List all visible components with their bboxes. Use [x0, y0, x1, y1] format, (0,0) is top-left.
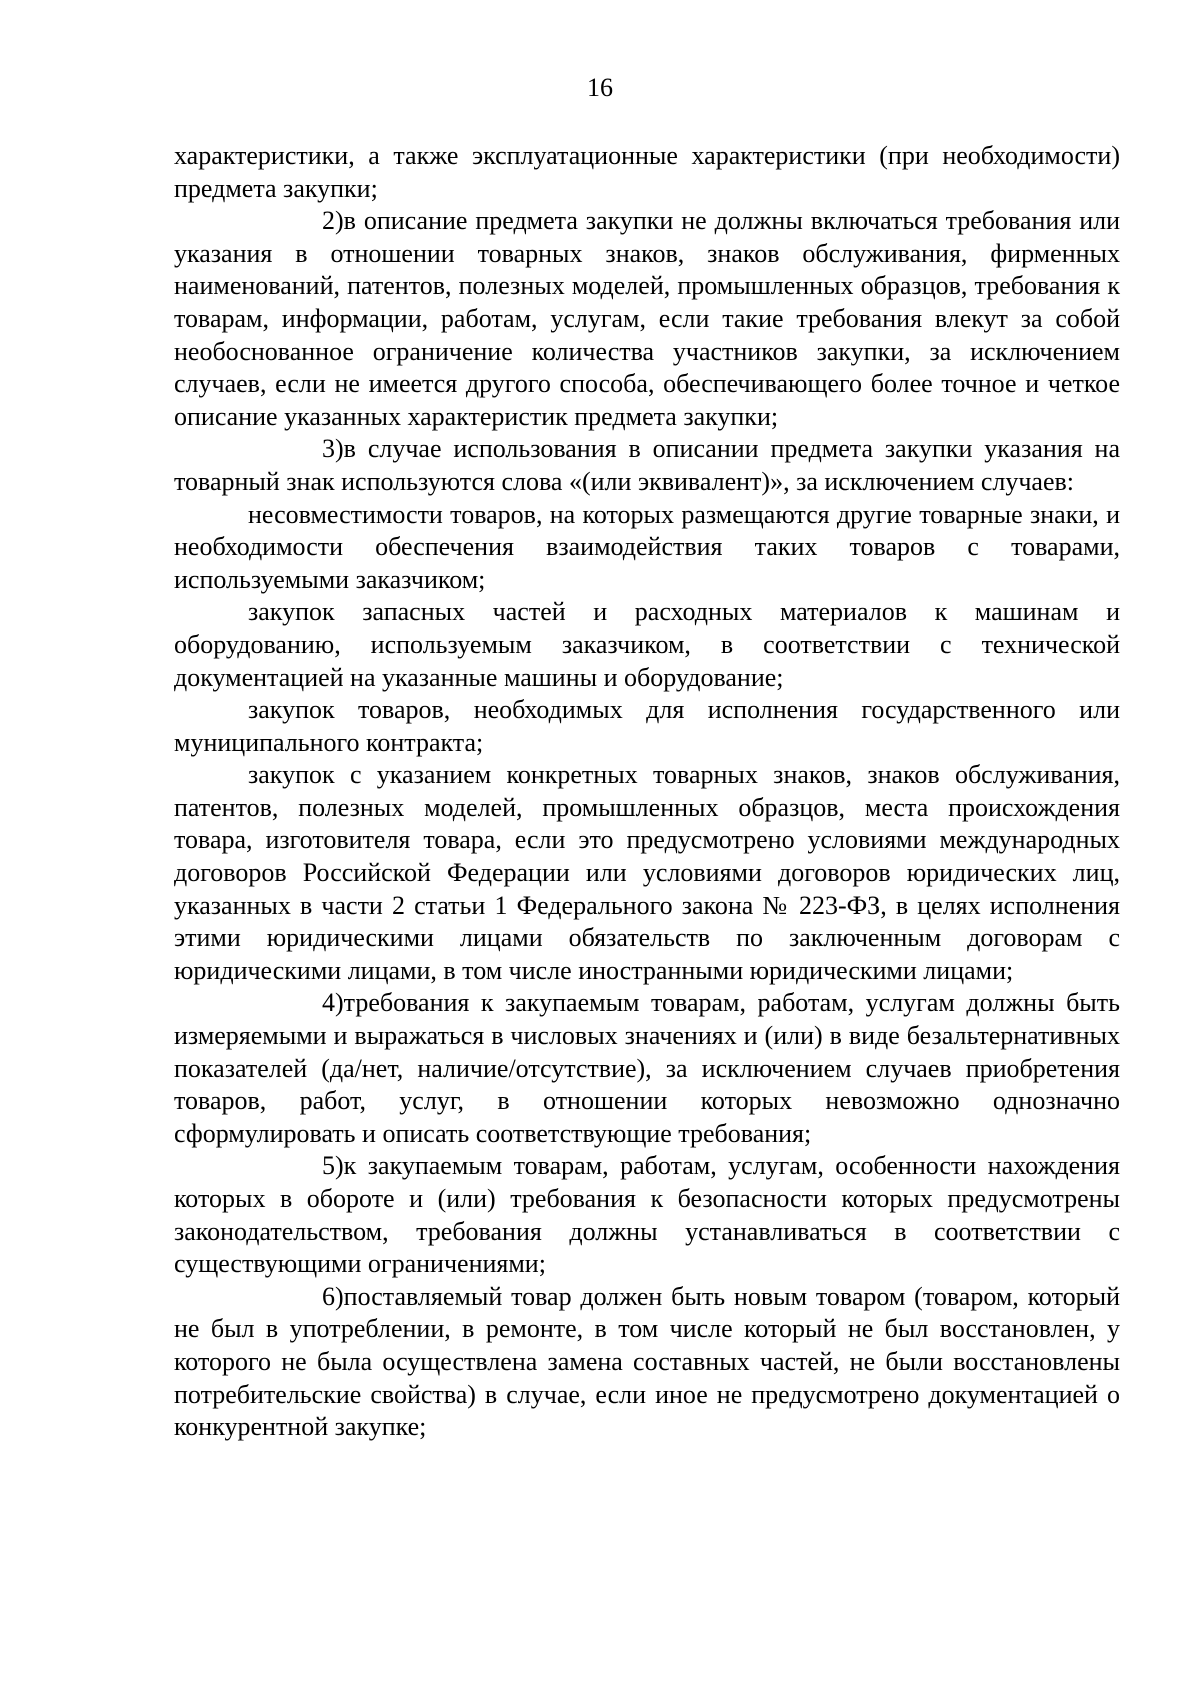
- paragraph-text: закупок с указанием конкретных товарных знаков, знаков обслуживания, патентов, полезных моделей, промышленных образцов, места происхождения товара, изготовителя товара, если это предусмотрено условиями международных договоров Российской Федерации или условиями договоров юридических лиц, указанных в части 2 статьи 1 Федерального закона № 223-ФЗ, в целях исполнения этими юридическими лицами обязательств по заключенным договорам с юридическими лицами, в том числе иностранными юридическими лицами;: [174, 760, 1120, 985]
- paragraph-continuation: [174, 140, 1120, 205]
- sub-clause-specific-trademarks: [174, 759, 1120, 987]
- list-item-5: [174, 1150, 1120, 1280]
- sub-clause-incompatibility: [174, 499, 1120, 597]
- paragraph-text: закупок товаров, необходимых для исполнения государственного или муниципального контракта;: [174, 695, 1120, 757]
- paragraph-text: в описание предмета закупки не должны включаться требования или указания в отношении товарных знаков, знаков обслуживания, фирменных наименований, патентов, полезных моделей, промышленных образцов, требования к товарам, информации, работам, услугам, если такие требования влекут за собой необоснованное ограничение количества участников закупки, за исключением случаев, если не имеется другого способа, обеспечивающего более точное и четкое описание указанных характеристик предмета закупки;: [174, 206, 1120, 431]
- list-item-number: 6): [322, 1281, 344, 1311]
- list-item-number: 4): [322, 988, 344, 1018]
- page-number: 16: [587, 73, 613, 102]
- sub-clause-contract-goods: [174, 694, 1120, 759]
- paragraph-text: в случае использования в описании предмета закупки указания на товарный знак используются слова «(или эквивалент)», за исключением случаев:: [174, 434, 1120, 496]
- list-item-2: [174, 205, 1120, 433]
- list-item-number: 2): [322, 206, 344, 236]
- sub-clause-spare-parts: [174, 596, 1120, 694]
- paragraph-text: к закупаемым товарам, работам, услугам, особенности нахождения которых в обороте и (или) требования к безопасности которых предусмотрены законодательством, требования должны устанавливаться в соответствии с существующими ограничениями;: [174, 1151, 1120, 1279]
- paragraph-text: характеристики, а также эксплуатационные характеристики (при необходимости) предмета закупки;: [174, 141, 1120, 203]
- paragraph-text: закупок запасных частей и расходных материалов к машинам и оборудованию, используемым заказчиком, в соответствии с технической документацией на указанные машины и оборудование;: [174, 597, 1120, 692]
- list-item-number: 5): [322, 1151, 344, 1181]
- paragraph-text: несовместимости товаров, на которых размещаются другие товарные знаки, и необходимости обеспечения взаимодействия таких товаров с товарами, используемыми заказчиком;: [174, 499, 1120, 594]
- list-item-3: [174, 433, 1120, 498]
- list-item-number: 3): [322, 434, 344, 464]
- list-item-4: [174, 987, 1120, 1150]
- paragraph-text: требования к закупаемым товарам, работам, услугам должны быть измеряемыми и выражаться в числовых значениях и (или) в виде безальтернативных показателей (да/нет, наличие/отсутствие), за исключением случаев приобретения товаров, работ, услуг, в отношении которых невозможно однозначно сформулировать и описать соответствующие требования;: [174, 988, 1120, 1148]
- paragraph-text: поставляемый товар должен быть новым товаром (товаром, который не был в употреблении, в ремонте, в том числе который не был восстановлен, у которого не была осуществлена замена составных частей, не были восстановлены потребительские свойства) в случае, если иное не предусмотрено документацией о конкурентной закупке;: [174, 1281, 1120, 1442]
- list-item-6: [174, 1281, 1120, 1444]
- document-body: [174, 140, 1120, 1444]
